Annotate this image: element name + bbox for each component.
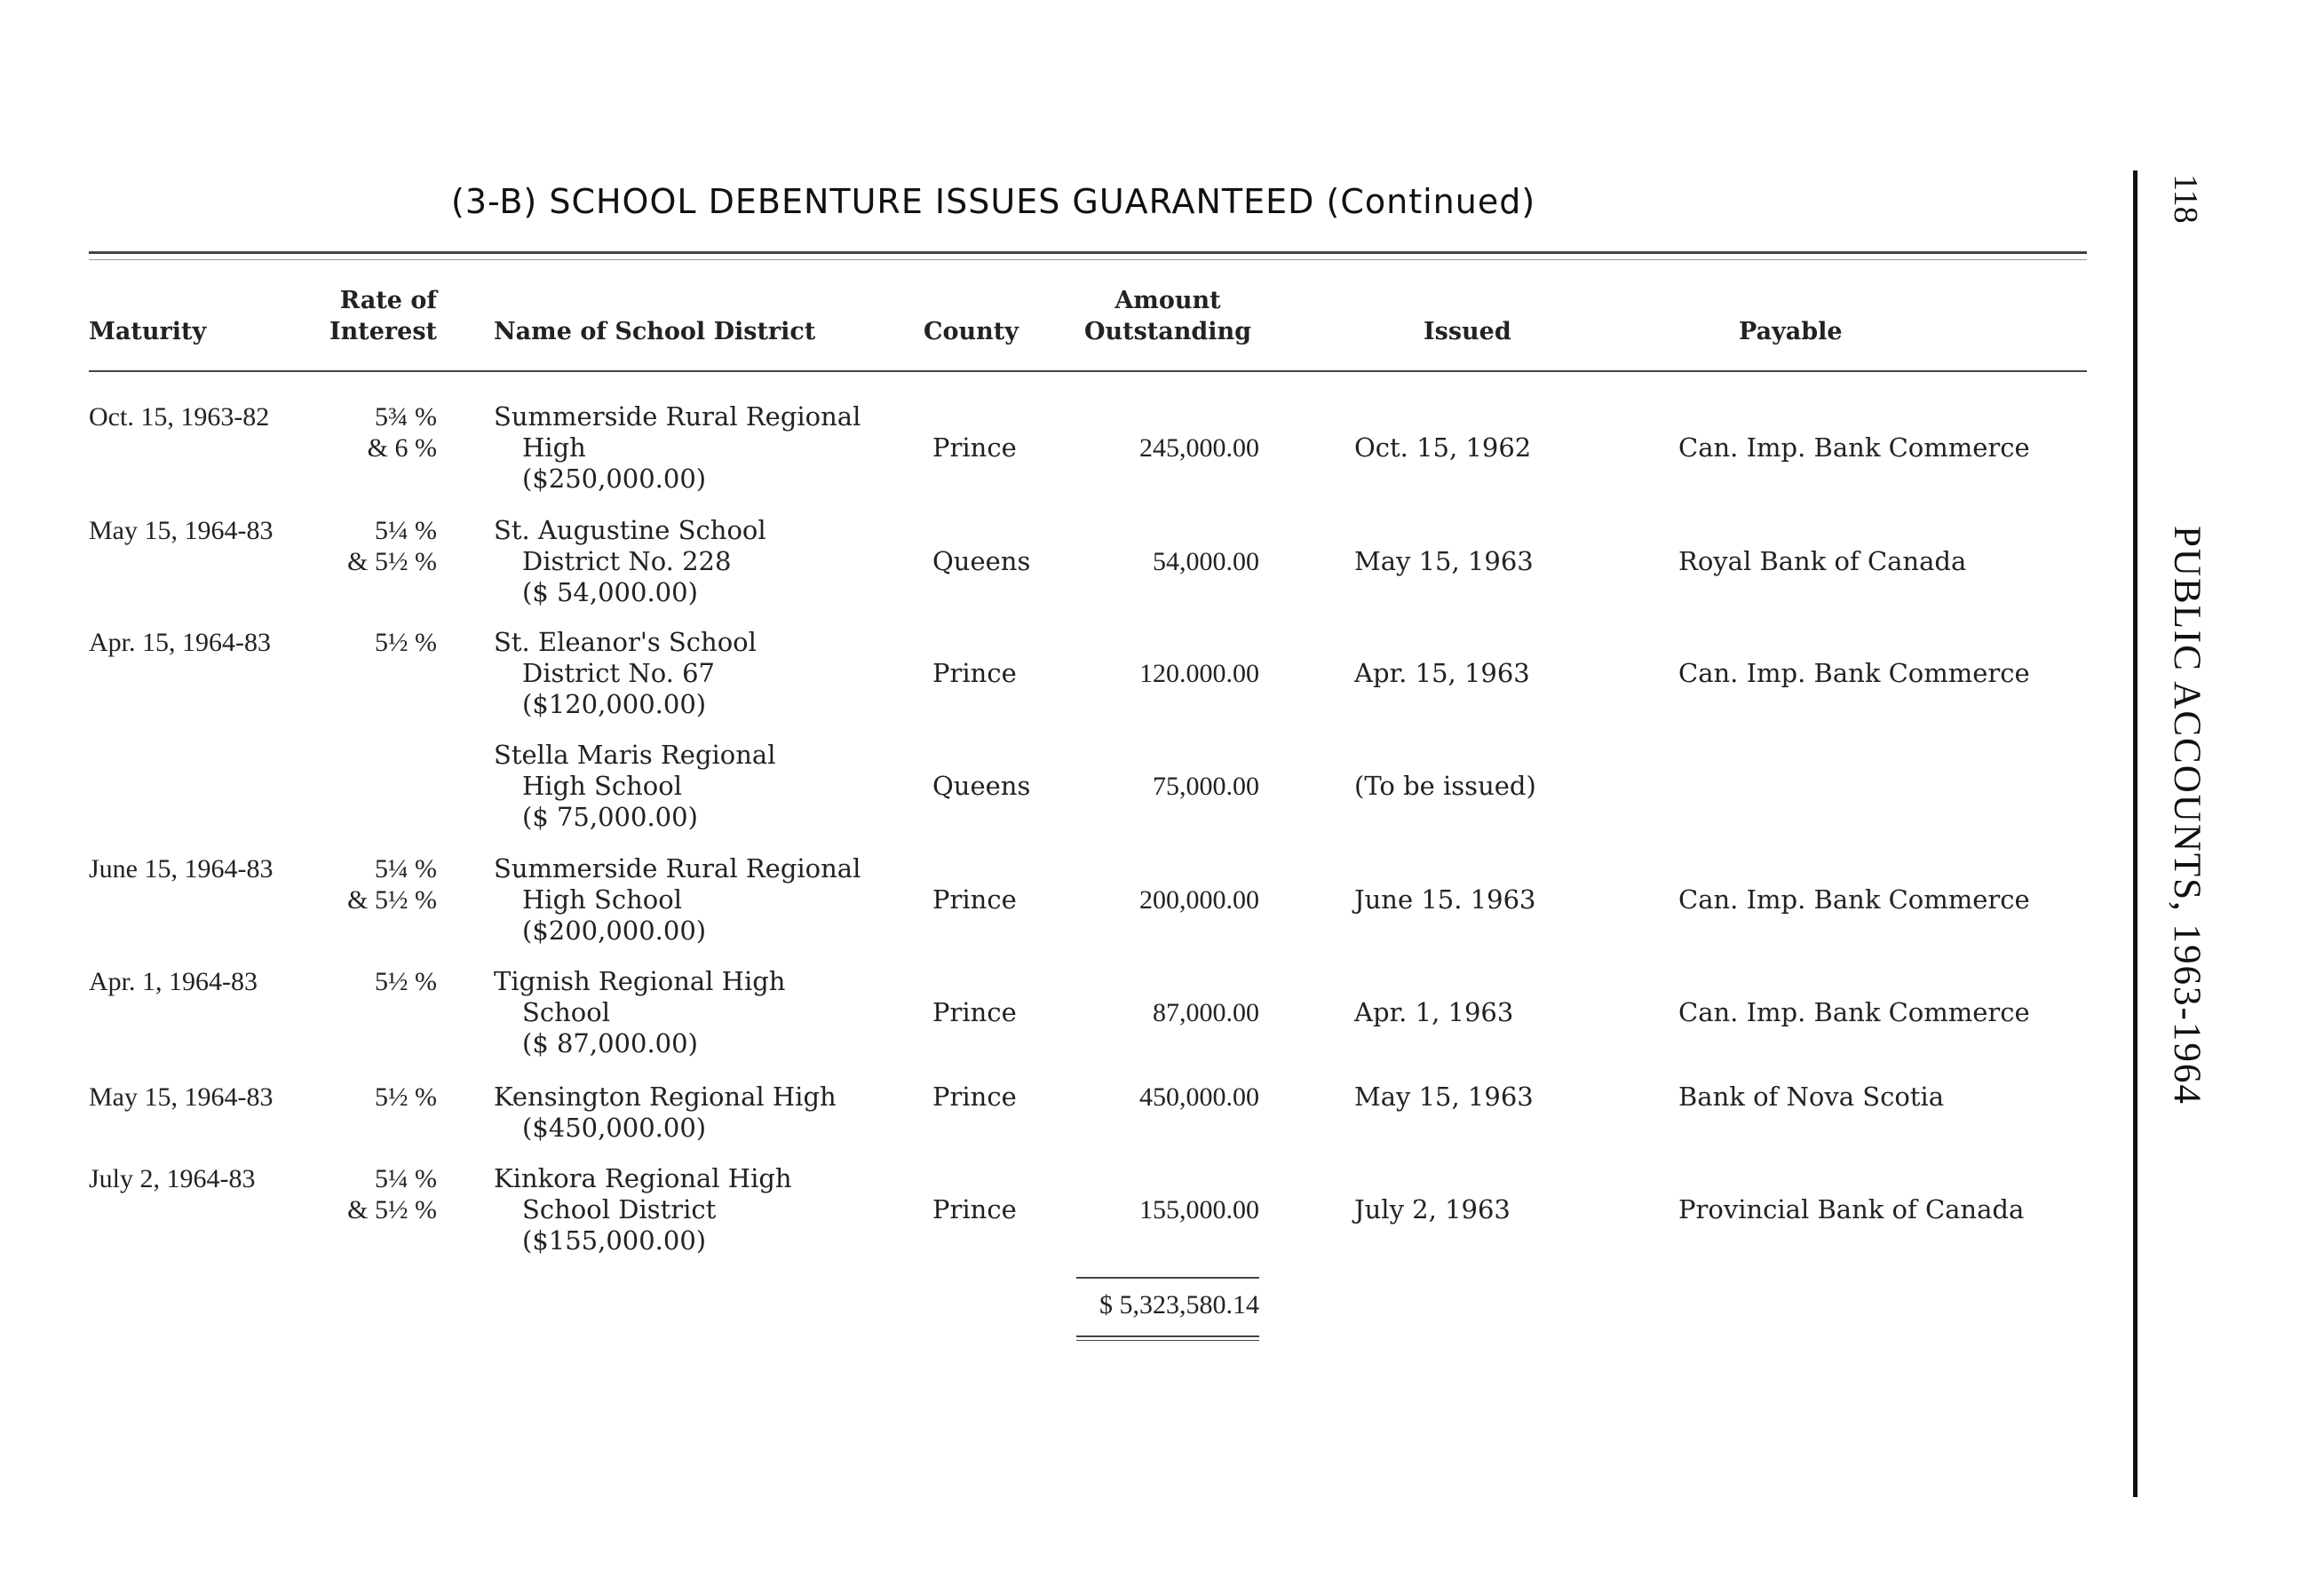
row-district-name: Kinkora Regional High xyxy=(494,1163,792,1193)
row-rate: 5¼ % xyxy=(375,854,437,884)
row-amount: 75,000.00 xyxy=(1153,772,1259,801)
row-district-name-cont: School xyxy=(522,997,610,1027)
row-rate-alt: & 5½ % xyxy=(347,885,437,915)
row-district-par: ($250,000.00) xyxy=(522,464,707,494)
col-payable: Payable xyxy=(1739,318,1843,345)
top-rule xyxy=(89,251,2087,254)
col-maturity: Maturity xyxy=(89,318,207,345)
row-amount: 54,000.00 xyxy=(1153,547,1259,576)
row-issued: July 2, 1963 xyxy=(1354,1194,1511,1224)
total-rule-bottom xyxy=(1076,1335,1259,1337)
row-amount: 87,000.00 xyxy=(1153,998,1259,1027)
row-amount: 200,000.00 xyxy=(1139,885,1259,915)
row-rate-alt: & 6 % xyxy=(367,433,437,463)
row-issued: Apr. 1, 1963 xyxy=(1354,997,1514,1027)
total-rule-top xyxy=(1076,1277,1259,1279)
row-district-name: Kensington Regional High xyxy=(494,1082,837,1112)
row-payable: Can. Imp. Bank Commerce xyxy=(1678,884,2030,915)
row-rate: 5¼ % xyxy=(375,1164,437,1193)
page-number: 118 xyxy=(2167,174,2204,224)
row-district-name-cont: District No. 228 xyxy=(522,546,732,576)
row-district-name-cont: High School xyxy=(522,771,683,801)
row-payable: Royal Bank of Canada xyxy=(1678,546,1967,576)
row-issued: Apr. 15, 1963 xyxy=(1354,658,1530,688)
row-district-par: ($120,000.00) xyxy=(522,689,707,719)
row-rate: 5½ % xyxy=(375,628,437,657)
row-county: Prince xyxy=(932,884,1017,915)
row-county: Prince xyxy=(932,1082,1017,1112)
margin-rule xyxy=(2133,170,2138,1497)
col-rate-line2: Interest xyxy=(329,318,437,345)
row-issued: June 15. 1963 xyxy=(1354,884,1536,915)
row-district-name-cont: School District xyxy=(522,1194,717,1224)
running-header: PUBLIC ACCOUNTS, 1963-1964 xyxy=(2166,526,2208,1105)
total-rule-bottom-2 xyxy=(1076,1340,1259,1341)
row-county: Queens xyxy=(932,546,1031,576)
row-rate-alt: & 5½ % xyxy=(347,1195,437,1224)
row-rate-alt: & 5½ % xyxy=(347,547,437,576)
col-amount-line2: Outstanding xyxy=(1083,318,1252,345)
row-district-name-cont: ($450,000.00) xyxy=(522,1113,707,1143)
row-district-name: St. Eleanor's School xyxy=(494,627,757,657)
row-maturity: May 15, 1964-83 xyxy=(89,516,274,545)
row-county: Queens xyxy=(932,771,1031,801)
row-maturity: Oct. 15, 1963-82 xyxy=(89,402,270,432)
row-district-par: ($ 75,000.00) xyxy=(522,802,698,832)
row-district-name: Tignish Regional High xyxy=(494,966,786,996)
row-payable: Provincial Bank of Canada xyxy=(1678,1194,2025,1224)
row-payable: Can. Imp. Bank Commerce xyxy=(1678,997,2030,1027)
grand-total: $ 5,323,580.14 xyxy=(1099,1290,1259,1319)
row-issued: May 15, 1963 xyxy=(1354,546,1534,576)
row-maturity: May 15, 1964-83 xyxy=(89,1082,274,1112)
row-district-name: Stella Maris Regional xyxy=(494,740,776,770)
row-payable: Bank of Nova Scotia xyxy=(1678,1082,1944,1112)
row-payable: Can. Imp. Bank Commerce xyxy=(1678,432,2030,463)
row-amount: 120.000.00 xyxy=(1139,659,1259,688)
row-maturity: Apr. 15, 1964-83 xyxy=(89,628,271,657)
row-district-name: St. Augustine School xyxy=(494,515,766,545)
row-amount: 155,000.00 xyxy=(1139,1195,1259,1224)
row-county: Prince xyxy=(932,1194,1017,1224)
col-issued: Issued xyxy=(1424,318,1511,345)
table-title: (3-B) SCHOOL DEBENTURE ISSUES GUARANTEED (Continued) xyxy=(451,182,1536,221)
row-district-name-cont: High xyxy=(522,432,586,463)
row-issued: (To be issued) xyxy=(1354,771,1536,801)
row-district-par: ($ 87,000.00) xyxy=(522,1028,698,1058)
row-county: Prince xyxy=(932,432,1017,463)
row-rate: 5¼ % xyxy=(375,516,437,545)
col-county: County xyxy=(924,318,1019,345)
row-district-par: ($155,000.00) xyxy=(522,1225,707,1256)
row-district-name-cont: District No. 67 xyxy=(522,658,715,688)
top-rule-thin xyxy=(89,259,2087,260)
row-issued: May 15, 1963 xyxy=(1354,1082,1534,1112)
row-district-par: ($200,000.00) xyxy=(522,915,707,946)
row-county: Prince xyxy=(932,658,1017,688)
row-maturity: June 15, 1964-83 xyxy=(89,854,274,884)
row-issued: Oct. 15, 1962 xyxy=(1354,432,1532,463)
row-district-name: Summerside Rural Regional xyxy=(494,853,861,884)
row-maturity: Apr. 1, 1964-83 xyxy=(89,967,258,996)
row-rate: 5½ % xyxy=(375,967,437,996)
row-district-name-cont: High School xyxy=(522,884,683,915)
col-amount-line1: Amount xyxy=(1114,287,1221,314)
row-maturity: July 2, 1964-83 xyxy=(89,1164,256,1193)
row-district-par: ($ 54,000.00) xyxy=(522,577,698,607)
row-rate: 5¾ % xyxy=(375,402,437,432)
col-school-district: Name of School District xyxy=(494,318,816,345)
row-district-name: Summerside Rural Regional xyxy=(494,401,861,432)
header-bottom-rule xyxy=(89,370,2087,372)
col-rate-line1: Rate of xyxy=(339,287,437,314)
row-amount: 450,000.00 xyxy=(1139,1082,1259,1112)
row-rate: 5½ % xyxy=(375,1082,437,1112)
row-payable: Can. Imp. Bank Commerce xyxy=(1678,658,2030,688)
row-amount: 245,000.00 xyxy=(1139,433,1259,463)
row-county: Prince xyxy=(932,997,1017,1027)
